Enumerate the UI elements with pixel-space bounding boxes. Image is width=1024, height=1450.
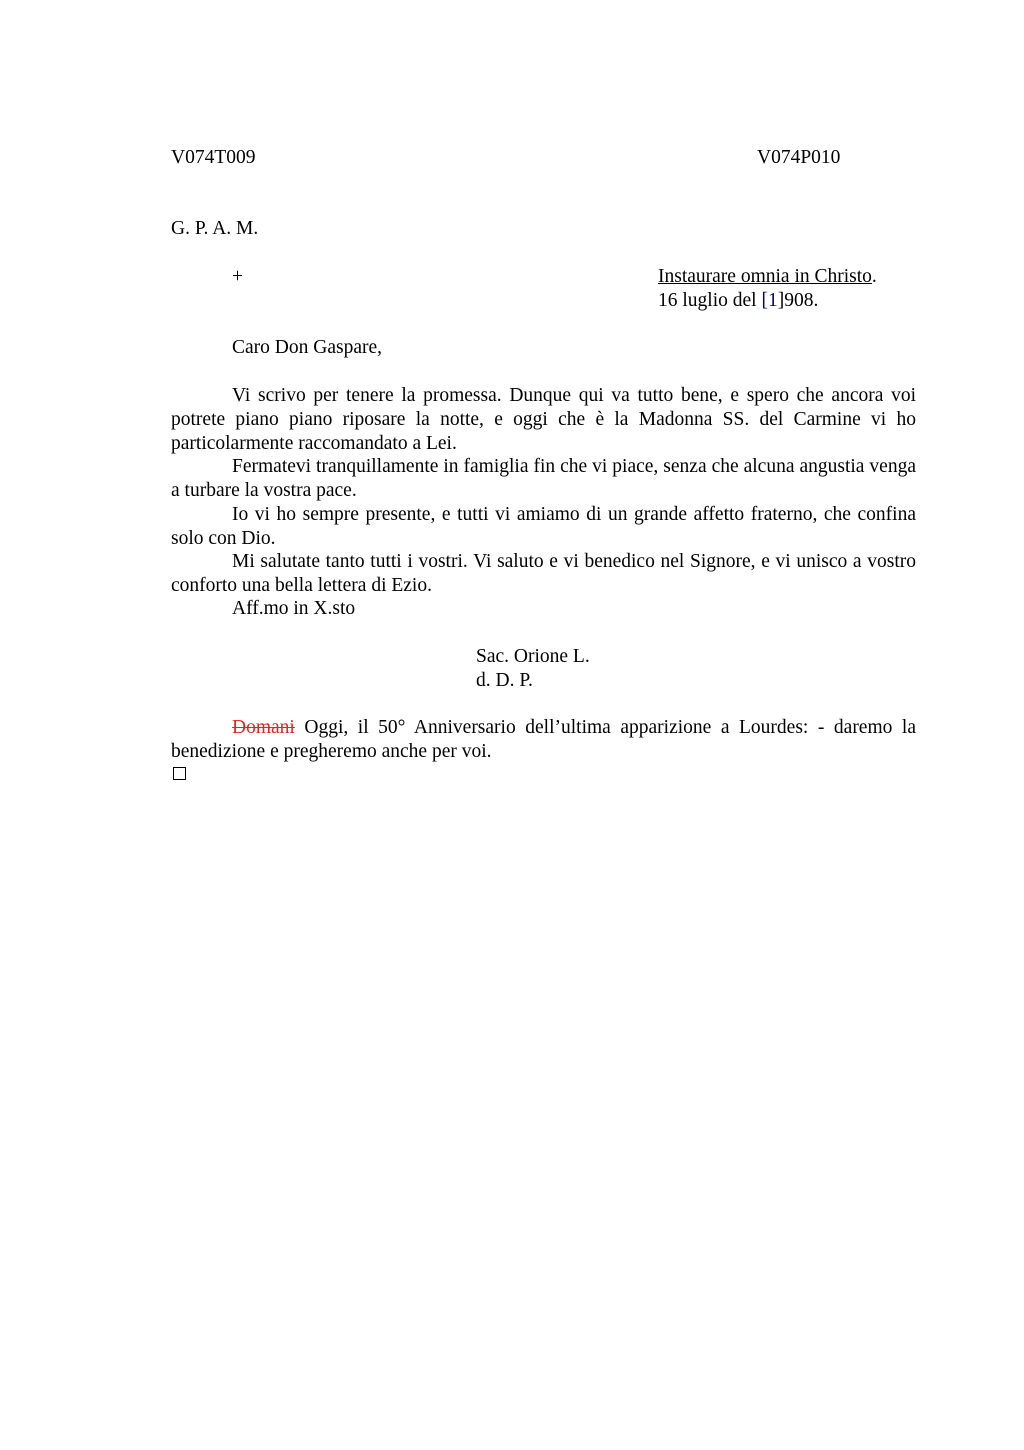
empty-square-marker (173, 767, 186, 780)
date-bracket-close: ] (777, 290, 785, 311)
signature-name: Sac. Orione L. (476, 646, 590, 667)
letter-date (658, 289, 818, 313)
initials-heading: G. P. A. M. (171, 218, 259, 239)
struck-word: Domani (232, 717, 295, 738)
signature-congregation: d. D. P. (476, 670, 533, 691)
postscript (171, 716, 916, 764)
date-suffix: 908. (784, 290, 819, 311)
body-paragraph-3: Io vi ho sempre presente, e tutti vi amiamo di un grande affetto fraterno, che confina solo con Dio. (171, 504, 916, 549)
cross-symbol: + (232, 266, 243, 287)
date-prefix: 16 luglio del (658, 290, 762, 311)
body-paragraph-2: Fermatevi tranquillamente in famiglia fin che vi piace, senza che alcuna angustia venga a turbare la vostra pace. (171, 456, 916, 501)
motto (658, 265, 877, 289)
date-bracket-open: [ (761, 290, 768, 311)
closing: Aff.mo in X.sto (232, 598, 356, 619)
body-paragraph-1: Vi scrivo per tenere la promessa. Dunque qui va tutto bene, e spero che ancora voi potrete piano piano riposare la notte, e oggi che è la Madonna SS. del Carmine vi ho particolarmente raccomandato a Lei. (171, 385, 916, 454)
date-bracket-digit: 1 (767, 290, 778, 311)
body-paragraph-4: Mi salutate tanto tutti i vostri. Vi saluto e vi benedico nel Signore, e vi unisco a vostro conforto una bella lettera di Ezio. (171, 551, 916, 596)
document-code-left: V074T009 (171, 147, 256, 168)
salutation: Caro Don Gaspare, (232, 337, 382, 358)
motto-text: Instaurare omnia in Christo (658, 266, 872, 287)
motto-punct: . (871, 266, 877, 287)
document-code-right: V074P010 (757, 147, 841, 168)
postscript-text: Oggi, il 50° Anniversario dell’ultima apparizione a Lourdes: - daremo la benedizione e pregheremo anche per voi. (171, 717, 916, 762)
